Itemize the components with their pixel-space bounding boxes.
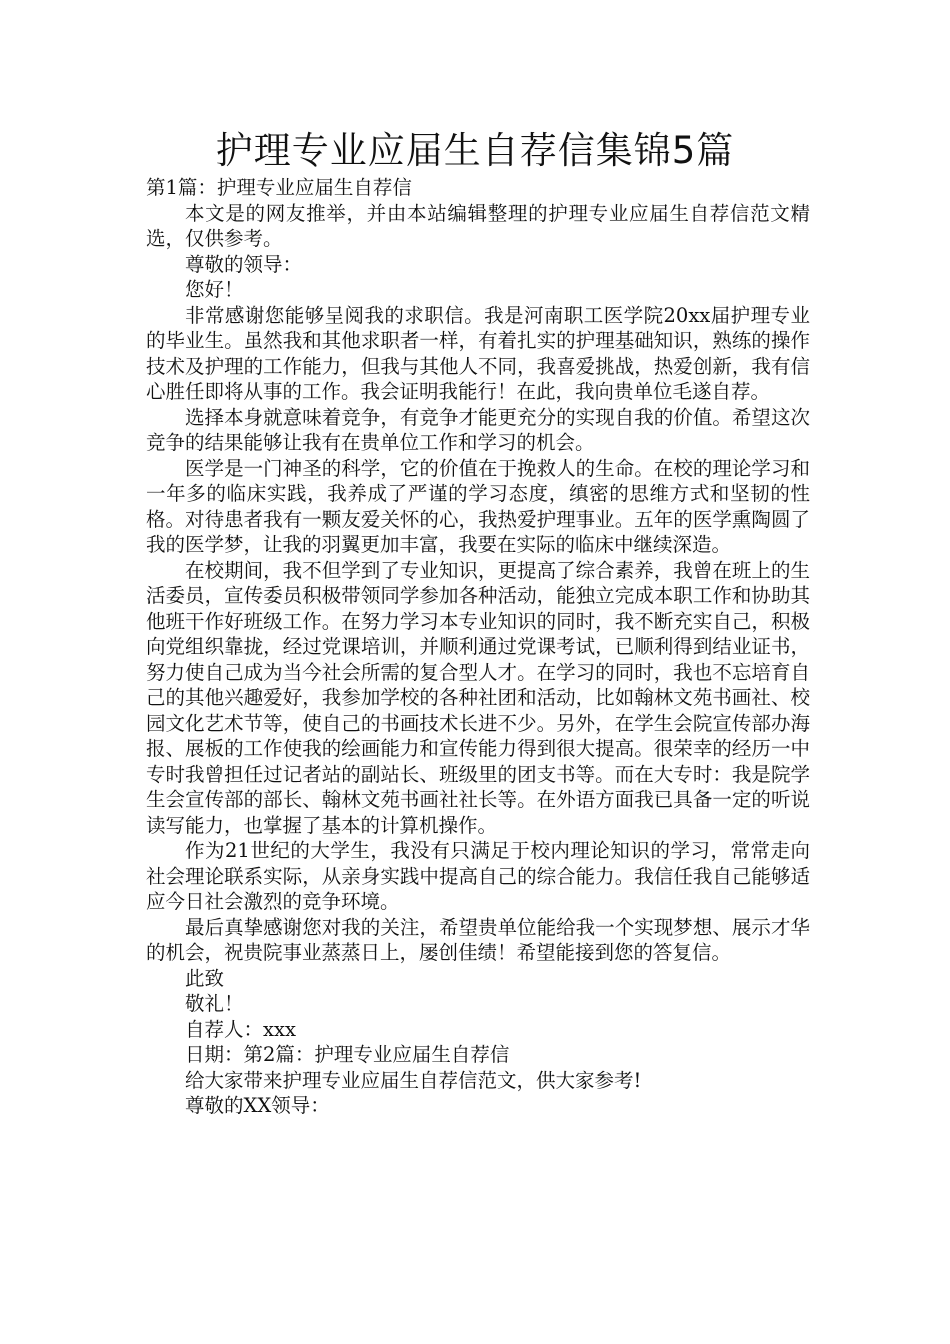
paragraph: 在校期间，我不但学到了专业知识，更提高了综合素养，我曾在班上的生活委员，宣传委员积极带领同学参加各种活动，能独立完成本职工作和协助其他班干作好班级工作。在努力学习本专业知识的同时，我不断充实自己，积极向党组织靠拢，经过党课培训，并顺利通过党课考试，已顺利得到结业证书，努力使自己成为当今社会所需的复合型人才。在学习的同时，我也不忘培育自己的其他兴趣爱好，我参加学校的各种社团和活动，比如翰林文苑书画社、校园文化艺术节等，使自己的书画技术长进不少。另外，在学生会院宣传部办海报、展板的工作使我的绘画能力和宣传能力得到很大提高。很荣幸的经历一中专时我曾担任过记者站的副站长、班级里的团支书等。而在大专时：我是院学生会宣传部的部长、翰林文苑书画社社长等。在外语方面我已具备一定的听说读写能力，也掌握了基本的计算机操作。 [146,558,810,837]
document-title: 护理专业应届生自荐信集锦5篇 [215,129,735,172]
paragraph: 您好！ [185,278,244,301]
paragraph: 本文是的网友推举，并由本站编辑整理的护理专业应届生自荐信范文精选，仅供参考。 [146,201,810,250]
paragraph: 尊敬的领导： [185,252,303,276]
paragraph: 医学是一门神圣的科学，它的价值在于挽救人的生命。在校的理论学习和一年多的临床实践，我养成了严谨的学习态度，缜密的思维方式和坚韧的性格。对待患者我有一颗友爱关怀的心，我热爱护理事业。五年的医学熏陶圆了我的医学梦，让我的羽翼更加丰富，我要在实际的临床中继续深造。 [146,456,810,556]
paragraph: 最后真挚感谢您对我的关注，希望贵单位能给我一个实现梦想、展示才华的机会，祝贵院事业蒸蒸日上，屡创佳绩！希望能接到您的答复信。 [146,915,810,964]
document-body [146,175,810,1119]
paragraph: 给大家带来护理专业应届生自荐信范文，供大家参考! [185,1068,642,1092]
paragraph: 此致 [185,966,225,990]
paragraph: 敬礼！ [185,992,244,1015]
paragraph: 尊敬的XX领导： [185,1094,330,1117]
paragraph: 第1篇：护理专业应届生自荐信 [146,176,412,199]
paragraph: 日期：第2篇：护理专业应届生自荐信 [185,1043,510,1066]
paragraph: 自荐人：xxx [185,1017,296,1041]
paragraph: 选择本身就意味着竞争，有竞争才能更充分的实现自我的价值。希望这次竞争的结果能够让我有在贵单位工作和学习的机会。 [146,405,810,454]
paragraph: 非常感谢您能够呈阅我的求职信。我是河南职工医学院20xx届护理专业的毕业生。虽然我和其他求职者一样，有着扎实的护理基础知识，熟练的操作技术及护理的工作能力，但我与其他人不同，我喜爱挑战，热爱创新，我有信心胜任即将从事的工作。我会证明我能行！在此，我向贵单位毛遂自荐。 [146,303,810,403]
paragraph: 作为21世纪的大学生，我没有只满足于校内理论知识的学习，常常走向社会理论联系实际，从亲身实践中提高自己的综合能力。我信任我自己能够适应今日社会激烈的竞争环境。 [146,839,810,913]
